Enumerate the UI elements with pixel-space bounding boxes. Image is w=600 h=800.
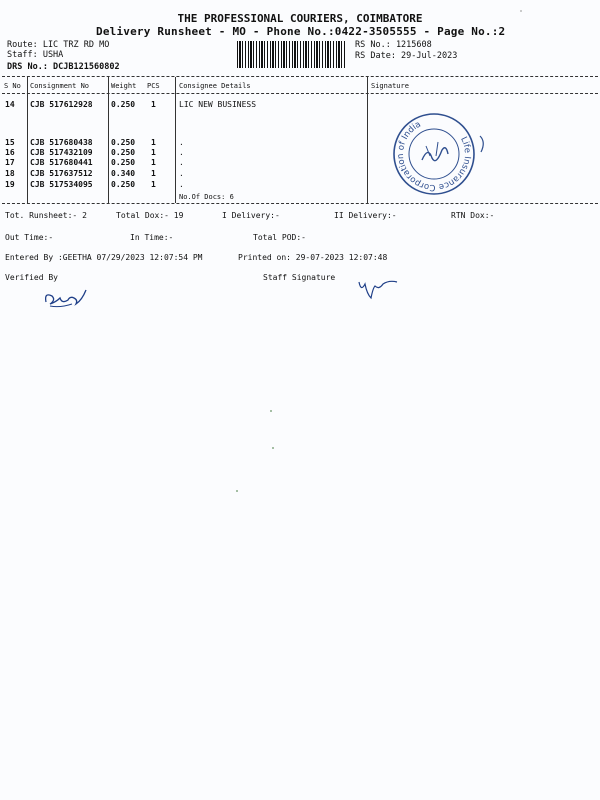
scan-speck xyxy=(520,10,522,12)
stamp-text: Life Insurance Corporation of India xyxy=(395,119,473,193)
staff-signature-icon xyxy=(355,274,401,300)
row-sno: 16 xyxy=(5,148,15,157)
col-header-weight: Weight xyxy=(111,82,137,90)
row-pcs: 1 xyxy=(151,180,156,189)
out-time: Out Time:- xyxy=(5,233,54,242)
row-pcs: 1 xyxy=(151,158,156,167)
col-header-consignee: Consignee Details xyxy=(179,82,251,90)
rtn-dox: RTN Dox:- xyxy=(451,211,495,220)
staff-label: Staff: USHA xyxy=(7,50,64,60)
row-consignee: . xyxy=(179,148,184,157)
row-sno: 17 xyxy=(5,158,15,167)
rs-number: RS No.: 1215608 xyxy=(355,40,432,50)
col-divider xyxy=(27,77,28,203)
first-delivery: I Delivery:- xyxy=(222,211,280,220)
verified-by: Verified By xyxy=(5,273,58,282)
row-consignee: LIC NEW BUSINESS xyxy=(179,100,257,109)
in-time: In Time:- xyxy=(130,233,174,242)
row-pcs: 1 xyxy=(151,138,156,147)
row-consignment: CJB 517612928 xyxy=(30,100,93,109)
second-delivery: II Delivery:- xyxy=(334,211,397,220)
col-divider xyxy=(108,77,109,203)
row-pcs: 1 xyxy=(151,169,156,178)
row-weight: 0.250 xyxy=(111,100,136,109)
row-pcs: 1 xyxy=(151,100,156,109)
staff-signature-label: Staff Signature xyxy=(263,273,336,282)
row-consignment: CJB 517680441 xyxy=(30,158,93,167)
printed-on: Printed on: 29-07-2023 12:07:48 xyxy=(238,253,388,262)
row-weight: 0.250 xyxy=(111,138,136,147)
entered-by: Entered By :GEETHA 07/29/2023 12:07:54 PM xyxy=(5,253,203,262)
col-header-sno: S No xyxy=(4,82,21,90)
tot-runsheet: Tot. Runsheet:- 2 xyxy=(5,211,87,220)
route-label: Route: LIC TRZ RD MO xyxy=(7,40,110,50)
row-consignment: CJB 517432109 xyxy=(30,148,93,157)
row-pcs: 1 xyxy=(151,148,156,157)
row-weight: 0.250 xyxy=(111,158,136,167)
no-of-docs: No.Of Docs: 6 xyxy=(179,193,234,201)
rs-date: RS Date: 29-Jul-2023 xyxy=(355,51,458,61)
row-consignment: CJB 517637512 xyxy=(30,169,93,178)
row-consignee: . xyxy=(179,169,184,178)
row-sno: 15 xyxy=(5,138,15,147)
scan-speck xyxy=(236,490,238,492)
row-weight: 0.250 xyxy=(111,180,136,189)
col-header-consignment: Consignment No xyxy=(30,82,90,90)
row-sno: 18 xyxy=(5,169,15,178)
verifier-signature-icon xyxy=(40,282,100,312)
drs-number: DRS No.: DCJB121560802 xyxy=(7,62,120,72)
table-header-rule xyxy=(2,93,598,94)
col-header-signature: Signature xyxy=(371,82,409,90)
scan-speck xyxy=(270,410,272,412)
company-name: THE PROFESSIONAL COURIERS, COIMBATORE xyxy=(177,12,423,25)
total-dox: Total Dox:- 19 xyxy=(116,211,184,220)
svg-text:Life Insurance Corporation of xyxy=(392,112,476,196)
col-header-pcs: PCS xyxy=(147,82,160,90)
row-sno: 19 xyxy=(5,180,15,189)
table-top-rule xyxy=(2,76,598,77)
row-consignment: CJB 517680438 xyxy=(30,138,93,147)
lic-stamp-icon xyxy=(392,112,476,196)
barcode xyxy=(237,41,347,68)
row-consignee: . xyxy=(179,180,184,189)
scan-speck xyxy=(272,447,274,449)
runsheet-title: Delivery Runsheet - MO - Phone No.:0422-3505555 - Page No.:2 xyxy=(96,25,506,38)
row-consignee: . xyxy=(179,138,184,147)
stamp-mark-icon xyxy=(476,134,488,154)
col-divider xyxy=(175,77,176,203)
total-pod: Total POD:- xyxy=(253,233,306,242)
row-weight: 0.340 xyxy=(111,169,136,178)
row-consignee: . xyxy=(179,158,184,167)
row-weight: 0.250 xyxy=(111,148,136,157)
row-sno: 14 xyxy=(5,100,15,109)
col-divider xyxy=(367,77,368,203)
table-bottom-rule xyxy=(2,203,598,204)
row-consignment: CJB 517534095 xyxy=(30,180,93,189)
